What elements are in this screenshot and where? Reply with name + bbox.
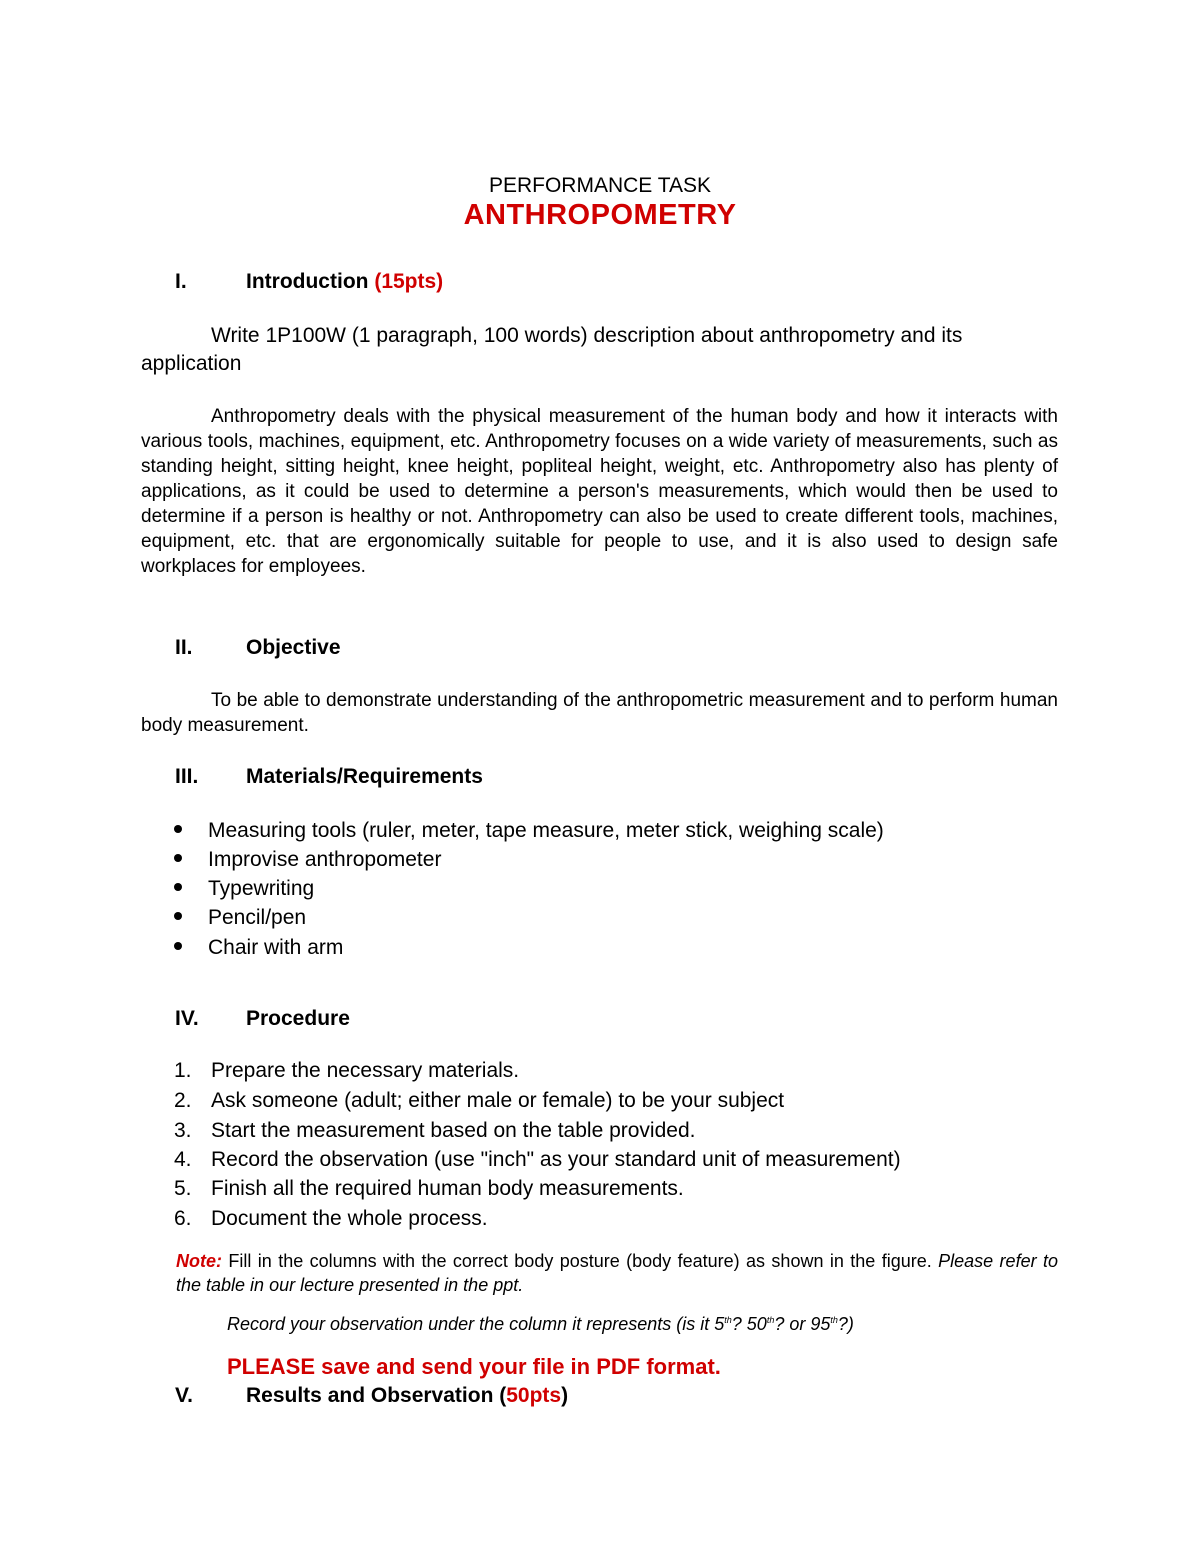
procedure-step: 1. Prepare the necessary materials. bbox=[174, 1059, 520, 1082]
procedure-step: 6. Document the whole process. bbox=[174, 1207, 488, 1230]
intro-prompt: Write 1P100W (1 paragraph, 100 words) description about anthropometry and its application bbox=[141, 324, 963, 375]
bullet-icon bbox=[174, 942, 182, 950]
bullet-icon bbox=[174, 825, 182, 833]
procedure-step: 4. Record the observation (use "inch" as your standard unit of measurement) bbox=[174, 1148, 901, 1171]
doc-title: PERFORMANCE TASK bbox=[488, 174, 712, 197]
list-item: Typewriting bbox=[174, 877, 314, 901]
section-number-objective: II. bbox=[175, 636, 193, 659]
objective-text: To be able to demonstrate understanding of the anthropometric measurement and to perform human body measurement. bbox=[141, 690, 1058, 736]
procedure-step: 2. Ask someone (adult; either male or female) to be your subject bbox=[174, 1089, 785, 1112]
note-text: Fill in the columns with the correct body posture (body feature) as shown in the figure. bbox=[228, 1251, 932, 1271]
bullet-icon bbox=[174, 883, 182, 891]
section-number-materials: III. bbox=[175, 765, 199, 788]
list-item: Pencil/pen bbox=[174, 906, 306, 930]
section-title-intro-text: Introduction bbox=[246, 270, 369, 293]
section-points-results: 50pts bbox=[506, 1384, 562, 1407]
note-italic: Please refer to the table in our lecture presented in the ppt. bbox=[176, 1251, 1058, 1295]
procedure-note bbox=[176, 1249, 1058, 1297]
section-points-intro: (15pts) bbox=[374, 270, 444, 293]
bullet-icon bbox=[174, 912, 182, 920]
section-title-procedure: Procedure bbox=[246, 1007, 350, 1030]
section-title-results: Results and Observation (50pts) bbox=[246, 1384, 569, 1407]
section-title-materials: Materials/Requirements bbox=[246, 765, 483, 788]
list-item: Improvise anthropometer bbox=[174, 848, 441, 872]
doc-subtitle: ANTHROPOMETRY bbox=[463, 199, 737, 231]
section-number-procedure: IV. bbox=[175, 1007, 199, 1030]
save-notice: PLEASE save and send your file in PDF format. bbox=[227, 1354, 721, 1379]
section-title-objective: Objective bbox=[246, 636, 341, 659]
procedure-step: 3. Start the measurement based on the table provided. bbox=[174, 1119, 696, 1142]
bullet-icon bbox=[174, 854, 182, 862]
list-item: Measuring tools (ruler, meter, tape measure, meter stick, weighing scale) bbox=[174, 819, 884, 843]
procedure-step: 5. Finish all the required human body measurements. bbox=[174, 1177, 684, 1200]
record-instruction: Record your observation under the column it represents (is it 5th? 50th? or 95th?) bbox=[227, 1314, 854, 1334]
section-title-intro bbox=[246, 270, 443, 294]
note-label: Note: bbox=[176, 1251, 222, 1271]
section-number-results: V. bbox=[175, 1384, 193, 1407]
intro-answer: Anthropometry deals with the physical measurement of the human body and how it interacts with various tools, machines, equipment, etc. Anthropometry focuses on a wide variety of measurements, such as standing height, sitting height, knee height, popliteal height, weight, etc. Anthropometry also has plenty of applications, as it could be used to determine a person's measurements, which would then be used to determine if a person is healthy or not. Anthropometry can also be used to create different tools, machines, equipment, etc. that are ergonomically suitable for people to use, and it is also used to design safe workplaces for employees. bbox=[141, 406, 1058, 577]
section-number-intro: I. bbox=[175, 270, 187, 293]
list-item: Chair with arm bbox=[174, 936, 343, 960]
